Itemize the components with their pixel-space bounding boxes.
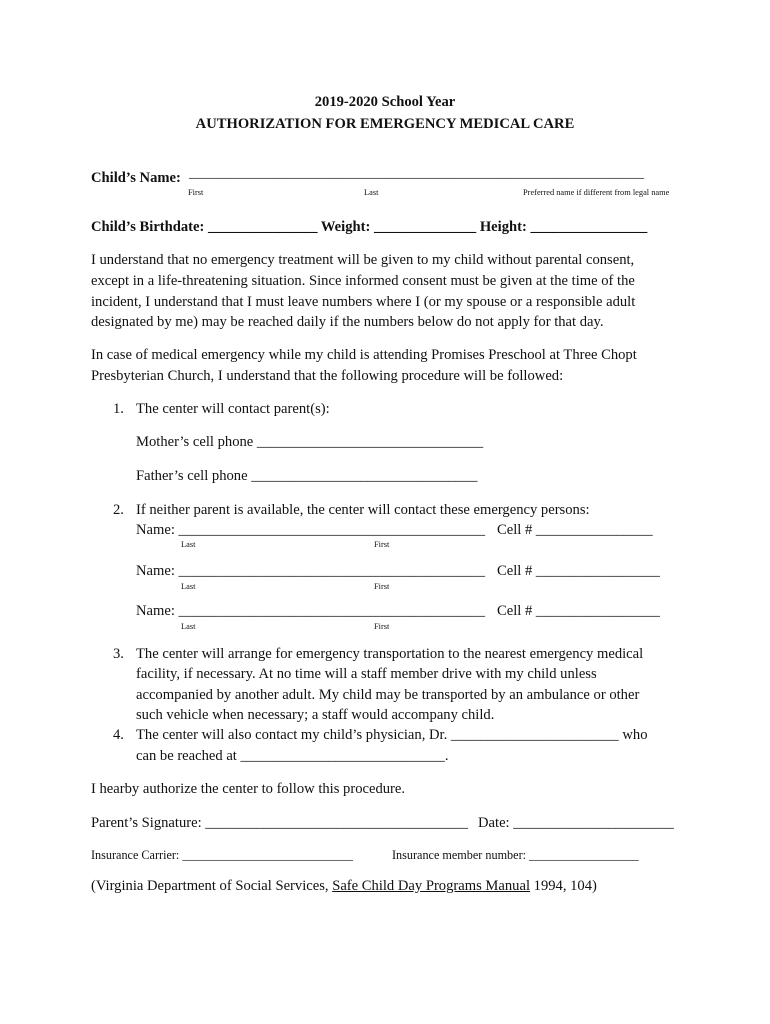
page-title: AUTHORIZATION FOR EMERGENCY MEDICAL CARE [195,116,575,132]
parent-signature-field[interactable]: Parent’s Signature: ____________________________________ [91,815,468,831]
para1-line-3: incident, I understand that I must leave numbers where I (or my spouse or a responsible adult [91,294,636,310]
child-name-first-caption: First [188,188,204,197]
emergency-cell-field[interactable]: Cell # ________________ [497,522,653,538]
insurance-carrier-field[interactable]: Insurance Carrier: ____________________________ [91,848,353,862]
item3-line-1: The center will arrange for emergency transportation to the nearest emergency medical [136,646,644,662]
child-name-field[interactable]: _________________________________________________________________ [189,166,644,181]
emergency-last-caption: Last [181,540,196,549]
birthdate-label: Child’s Birthdate: [91,219,205,235]
item3-line-2: facility, if necessary. At no time will a staff member drive with my child unless [136,666,597,682]
emergency-last-caption: Last [181,622,196,631]
citation [91,878,597,895]
para2-line-2: Presbyterian Church, I understand that the following procedure will be followed: [91,368,564,384]
emergency-first-caption: First [374,622,390,631]
para1-line-4: designated by me) may be reached daily if the numbers below do not apply for that day. [91,314,604,330]
child-name-preferred-caption: Preferred name if different from legal name [523,188,670,197]
item1-text: The center will contact parent(s): [136,401,330,417]
birthdate-field[interactable]: _______________ [208,219,318,235]
date-field[interactable]: Date: ______________________ [478,815,674,831]
physician-phone-field[interactable]: can be reached at ____________________________. [136,748,449,764]
height-field[interactable]: ________________ [530,219,648,235]
emergency-last-caption: Last [181,582,196,591]
item3-number: 3. [113,646,124,662]
child-name-label: Child’s Name: [91,170,181,186]
citation-manual-title: Safe Child Day Programs Manual [332,878,530,894]
father-cell-field[interactable]: Father’s cell phone _______________________________ [136,468,478,484]
height-label: Height: [479,219,527,235]
item3-line-3: accompanied by another adult. My child may be transported by an ambulance or other [136,687,640,703]
para1-line-1: I understand that no emergency treatment will be given to my child without parental consent, [91,252,635,268]
emergency-first-caption: First [374,540,390,549]
physician-field[interactable]: The center will also contact my child’s physician, Dr. _______________________ who [136,727,648,743]
emergency-name-field[interactable]: Name: __________________________________________ [136,522,486,538]
para2-line-1: In case of medical emergency while my child is attending Promises Preschool at Three Chopt [91,347,637,363]
weight-label: Weight: [320,219,371,235]
school-year: 2019-2020 School Year [314,94,456,110]
emergency-name-field[interactable]: Name: __________________________________________ [136,563,486,579]
item2-number: 2. [113,502,124,518]
citation-prefix: (Virginia Department of Social Services, [91,878,333,894]
item1-number: 1. [113,401,124,417]
emergency-cell-field[interactable]: Cell # _________________ [497,603,660,619]
authorize-statement: I hearby authorize the center to follow this procedure. [91,781,406,797]
citation-suffix: 1994, 104) [530,878,597,894]
item3-line-4: such vehicle when necessary; a staff would accompany child. [136,707,495,723]
birthdate-row [91,219,647,236]
emergency-first-caption: First [374,582,390,591]
child-name-last-caption: Last [364,188,379,197]
item2-text: If neither parent is available, the center will contact these emergency persons: [136,502,590,518]
para1-line-2: except in a life-threatening situation. Since informed consent must be given at the time of the [91,273,635,289]
insurance-member-field[interactable]: Insurance member number: __________________ [392,848,639,862]
weight-field[interactable]: ______________ [374,219,477,235]
item4-number: 4. [113,727,124,743]
mother-cell-field[interactable]: Mother’s cell phone _______________________________ [136,434,484,450]
emergency-cell-field[interactable]: Cell # _________________ [497,563,660,579]
emergency-name-field[interactable]: Name: __________________________________________ [136,603,486,619]
